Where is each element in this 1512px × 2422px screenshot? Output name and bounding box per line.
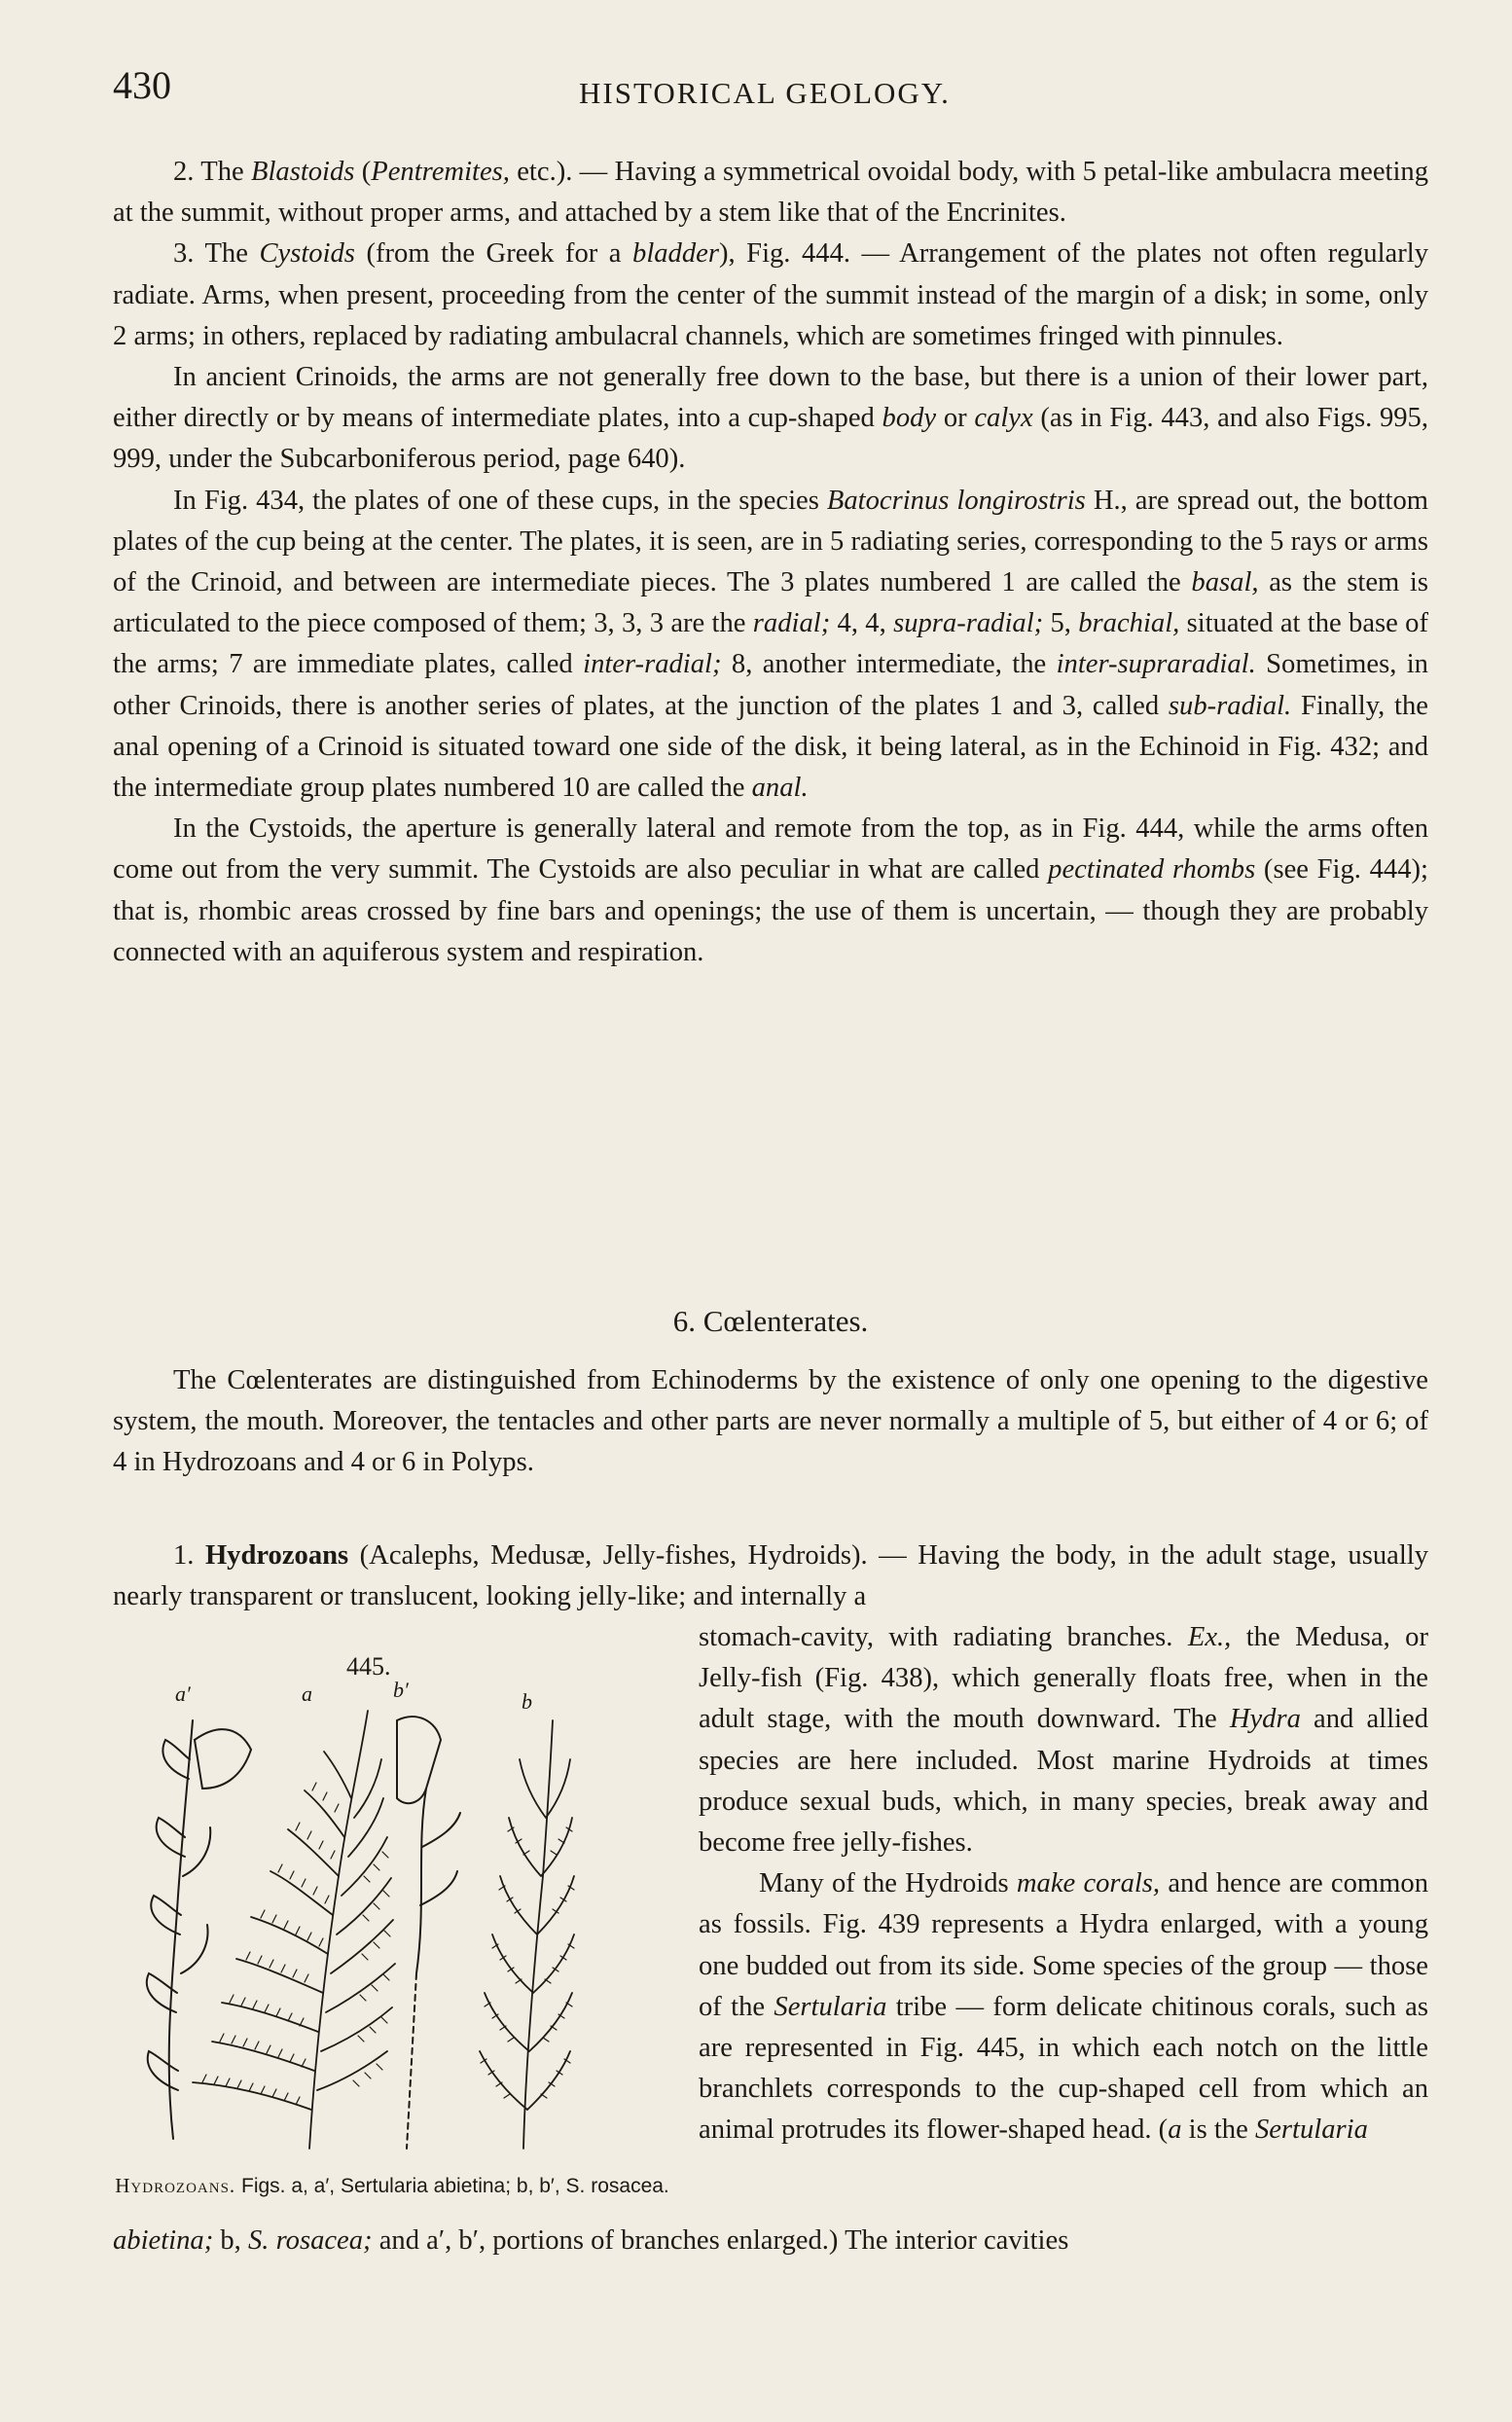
paragraph-hydroid-corals: Many of the Hydroids make corals, and hence are common as fossils. Fig. 439 represents a Hydra enlarged, with a young one budded out from its side. Some species of the group — those of the Sertularia tribe — form delicate chitinous corals, such as are represented in Fig. 445, in which each notch on the little branchlets corresponds to the cup-shaped cell from which an animal protrudes its flower-shaped head. (a is the Sertularia bbox=[699, 1868, 1428, 2146]
label-b-prime: b′ bbox=[393, 1681, 409, 1702]
section-heading: 6. Cœlenterates. bbox=[672, 1304, 869, 1338]
label-b: b bbox=[522, 1689, 532, 1714]
label-a: a bbox=[302, 1681, 312, 1706]
paragraph-ancient-crinoids: In ancient Crinoids, the arms are not generally free down to the base, but there is a union of their lower part, either directly or by means of intermediate plates, into a cup-shaped body or calyx (as in Fig. 443, and also Figs. 995, 999, under the Subcarboniferous period, page 640). bbox=[113, 362, 1428, 475]
caption-text: Figs. a, a′, Sertularia abietina; b, b′, S. rosacea. bbox=[235, 2175, 669, 2197]
paragraph-stomach-cavity: stomach-cavity, with radiating branches. Ex., the Medusa, or Jelly-fish (Fig. 438), which generally floats free, when in the adult stage, with the mouth downward. The Hydra and allied species are here included. Most marine Hydroids at times produce sexual buds, which, in many species, break away and become free jelly-fishes. bbox=[699, 1622, 1428, 1859]
caption-title: Hydrozoans. bbox=[115, 2174, 236, 2197]
paragraph-cystoids: 3. The Cystoids (from the Greek for a bladder), Fig. 444. — Arrangement of the plates not often regularly radiate. Arms, when present, proceeding from the center of the summit instead of the margin of a disk; in some, only 2 arms; in others, replaced by radiating ambulacral channels, which are sometimes fringed with pinnules. bbox=[113, 238, 1428, 351]
paragraph-blastoids: 2. The Blastoids (Pentremites, etc.). — Having a symmetrical ovoidal body, with 5 petal-like ambulacra meeting at the summit, without proper arms, and attached by a stem like that of the Encrinites. bbox=[113, 157, 1428, 229]
running-title: HISTORICAL GEOLOGY. bbox=[579, 76, 951, 110]
branch-a bbox=[193, 1711, 395, 2149]
body-text-beside-figure bbox=[699, 1617, 1428, 2151]
body-text-coelenterates bbox=[113, 1360, 1428, 1484]
paragraph-cystoid-aperture: In the Cystoids, the aperture is generally lateral and remote from the top, as in Fig. 444, while the arms often come out from the very summit. The Cystoids are also peculiar in what are called pectinated rhombs (see Fig. 444); that is, rhombic areas crossed by fine bars and openings; the use of them is uncertain, — though they are probably connected with an aquiferous system and respiration. bbox=[113, 813, 1428, 967]
body-text-top bbox=[113, 152, 1428, 973]
branch-b-prime bbox=[397, 1717, 460, 2149]
figure-number: 445. bbox=[346, 1652, 391, 1681]
figure-445 bbox=[105, 1652, 679, 2178]
branch-a-prime bbox=[147, 1720, 251, 2139]
page-number: 430 bbox=[113, 63, 171, 107]
body-text-bottom bbox=[113, 2221, 1428, 2261]
figure-caption bbox=[105, 2170, 679, 2202]
paragraph-continuation: abietina; b, S. rosacea; and a′, b′, portions of branches enlarged.) The interior cavities bbox=[113, 2225, 1069, 2256]
paragraph-fig-434: In Fig. 434, the plates of one of these cups, in the species Batocrinus longirostris H., are spread out, the bottom plates of the cup being at the center. The plates, it is seen, are in 5 radiating series, corresponding to the 5 rays or arms of the Crinoid, and between are intermediate pieces. The 3 plates numbered 1 are called the basal, as the stem is articulated to the piece composed of them; 3, 3, 3 are the radial; 4, 4, supra-radial; 5, brachial, situated at the base of the arms; 7 are immediate plates, called inter-radial; 8, another intermediate, the inter-supraradial. Sometimes, in other Crinoids, there is another series of plates, at the junction of the plates 1 and 3, called sub-radial. Finally, the anal opening of a Crinoid is situated toward one side of the disk, it being lateral, as in the Echinoid in Fig. 432; and the intermediate group plates numbered 10 are called the anal. bbox=[113, 485, 1429, 804]
running-header bbox=[113, 62, 1417, 121]
sertularia-illustration bbox=[105, 1681, 679, 2168]
paragraph-coelenterates: The Cœlenterates are distinguished from Echinoderms by the existence of only one opening to the digestive system, the mouth. Moreover, the tentacles and other parts are never normally a multiple of 5, but either of 4 or 6; of 4 in Hydrozoans and 4 or 6 in Polyps. bbox=[113, 1365, 1428, 1478]
body-text-hydrozoans bbox=[113, 1536, 1428, 1617]
label-a-prime: a′ bbox=[175, 1681, 191, 1706]
paragraph-hydrozoans: 1. Hydrozoans (Acalephs, Medusæ, Jelly-fishes, Hydroids). — Having the body, in the adult stage, usually nearly transparent or translucent, looking jelly-like; and internally a bbox=[113, 1540, 1429, 1612]
branch-b bbox=[480, 1720, 574, 2149]
